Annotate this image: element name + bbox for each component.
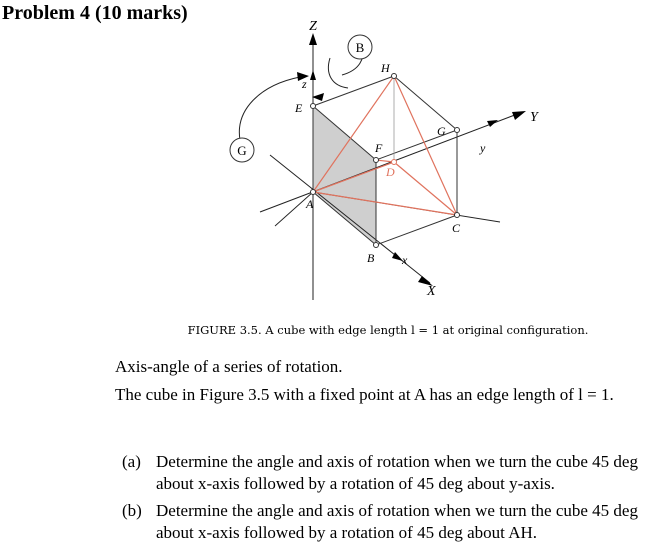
label-c: C [452, 221, 461, 235]
label-y-small: y [480, 141, 486, 155]
question-b-text: Determine the angle and axis of rotation when we turn the cube 45 deg about x-axis followed by a rotation of 45 deg about AH. [156, 501, 638, 542]
question-b [122, 500, 652, 544]
label-e: E [295, 101, 303, 115]
label-b: B [367, 251, 375, 265]
question-b-label: (b) [122, 501, 142, 520]
label-d: D [386, 165, 395, 179]
y-axis-line [260, 113, 520, 212]
b-arrow [312, 93, 324, 101]
problem-paragraph: The cube in Figure 3.5 with a fixed point at A has an edge length of l = 1. [115, 385, 614, 404]
y-axis-arrow [512, 111, 526, 120]
label-x-small: x [402, 253, 408, 267]
question-a [122, 451, 652, 495]
label-z-small: z [302, 77, 307, 91]
label-z-axis: Z [309, 19, 317, 34]
section-heading: Axis-angle of a series of rotation. [115, 357, 343, 376]
label-h: H [381, 61, 390, 75]
label-y-axis: Y [530, 110, 538, 125]
circle-b-label: B [355, 40, 365, 55]
g-curve [239, 77, 300, 140]
problem-title: Problem 4 (10 marks) [2, 2, 188, 24]
b-curve [328, 58, 348, 88]
z-small-arrow [310, 70, 316, 80]
y-small-arrow [487, 120, 498, 127]
label-g: G [437, 124, 446, 138]
circle-g-label: G [237, 143, 247, 158]
label-x-axis: X [427, 284, 436, 299]
label-f: F [375, 141, 383, 155]
label-a: A [306, 197, 314, 211]
vertex-d-dot [392, 160, 397, 165]
question-a-text: Determine the angle and axis of rotation when we turn the cube 45 deg about x-axis followed by a rotation of 45 deg about y-axis. [156, 452, 638, 493]
shaded-face [313, 106, 376, 245]
z-axis-arrow [309, 33, 317, 45]
question-a-label: (a) [122, 452, 141, 471]
figure-caption: FIGURE 3.5. A cube with edge length l = 1 at original configuration. [187, 323, 589, 337]
